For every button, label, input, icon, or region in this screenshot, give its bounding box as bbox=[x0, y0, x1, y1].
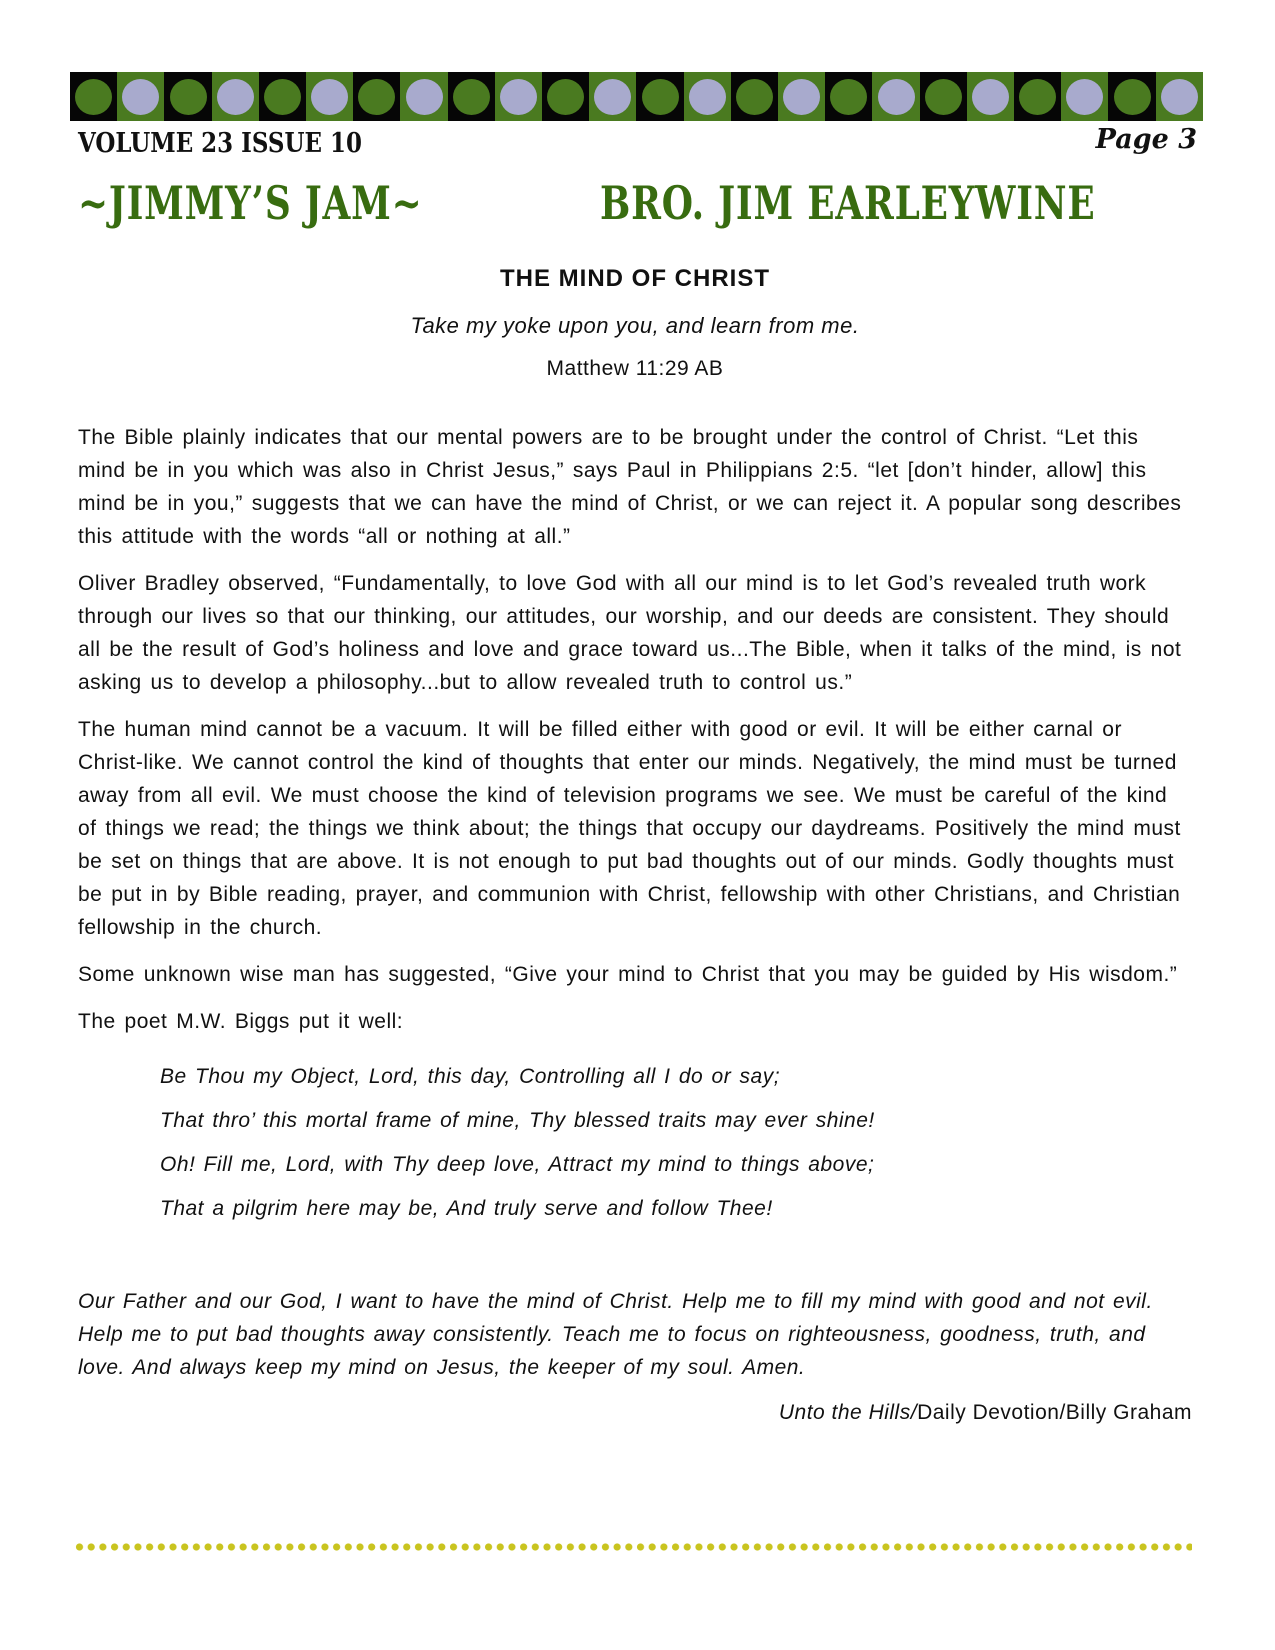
band-black-square bbox=[353, 72, 400, 121]
band-green-square bbox=[212, 72, 259, 121]
green-circle-icon bbox=[925, 79, 962, 115]
bottom-dotted-divider bbox=[75, 1542, 1192, 1552]
poem-line: Be Thou my Object, Lord, this day, Controlling all I do or say; bbox=[160, 1065, 781, 1088]
poem-line: That thro’ this mortal frame of mine, Thy blessed traits may ever shine! bbox=[160, 1109, 875, 1132]
poem-line: Oh! Fill me, Lord, with Thy deep love, Attract my mind to things above; bbox=[160, 1153, 875, 1176]
band-green-square bbox=[589, 72, 636, 121]
lavender-circle-icon bbox=[972, 79, 1009, 115]
band-green-square bbox=[1061, 72, 1108, 121]
green-circle-icon bbox=[547, 79, 584, 115]
band-black-square bbox=[164, 72, 211, 121]
poem-block bbox=[160, 1060, 1192, 1225]
band-black-square bbox=[1014, 72, 1061, 121]
volume-issue-label: VOLUME 23 ISSUE 10 bbox=[78, 128, 362, 159]
band-green-square bbox=[117, 72, 164, 121]
band-green-square bbox=[306, 72, 353, 121]
closing-prayer: Our Father and our God, I want to have the mind of Christ. Help me to fill my mind with good and not evil. Help me to put bad thoughts away consistently. Teach me to focus on righteousness, goodness, truth, and love. And always keep my mind on Jesus, the keeper of my soul. Amen. bbox=[78, 1290, 1153, 1379]
paragraph: The Bible plainly indicates that our mental powers are to be brought under the control of Christ. “Let this mind be in you which was also in Christ Jesus,” says Paul in Philippians 2:5. “let [don’t hinder, allow] this mind be in you,” suggests that we can have the mind of Christ, or we can reject it. A popular song describes this attitude with the words “all or nothing at all.” bbox=[78, 426, 1182, 548]
article-title: THE MIND OF CHRIST bbox=[500, 265, 770, 292]
attribution-detail: Daily Devotion/Billy Graham bbox=[917, 1401, 1192, 1424]
column-title-jimmys-jam: ~JIMMY’S JAM~ bbox=[78, 176, 423, 230]
band-black-square bbox=[542, 72, 589, 121]
scripture-verse: Take my yoke upon you, and learn from me. bbox=[410, 313, 860, 338]
band-black-square bbox=[448, 72, 495, 121]
lavender-circle-icon bbox=[594, 79, 631, 115]
green-circle-icon bbox=[264, 79, 301, 115]
attribution-source: Unto the Hills/ bbox=[778, 1401, 918, 1424]
band-black-square bbox=[731, 72, 778, 121]
band-green-square bbox=[400, 72, 447, 121]
paragraph: Oliver Bradley observed, “Fundamentally, to love God with all our mind is to let God’s revealed truth work through our lives so that our thinking, our attitudes, our worship, and our deeds are consistent. They should all be the result of God’s holiness and love and grace toward us...The Bible, when it talks of the mind, is not asking us to develop a philosophy...but to allow revealed truth to control us.” bbox=[78, 572, 1182, 694]
green-circle-icon bbox=[1114, 79, 1151, 115]
band-green-square bbox=[778, 72, 825, 121]
checker-band bbox=[70, 72, 1203, 121]
paragraph: The poet M.W. Biggs put it well: bbox=[78, 1010, 404, 1033]
band-green-square bbox=[967, 72, 1014, 121]
band-black-square bbox=[825, 72, 872, 121]
green-circle-icon bbox=[453, 79, 490, 115]
lavender-circle-icon bbox=[122, 79, 159, 115]
lavender-circle-icon bbox=[500, 79, 537, 115]
band-black-square bbox=[1108, 72, 1155, 121]
lavender-circle-icon bbox=[311, 79, 348, 115]
green-circle-icon bbox=[170, 79, 207, 115]
green-circle-icon bbox=[830, 79, 867, 115]
lavender-circle-icon bbox=[217, 79, 254, 115]
green-circle-icon bbox=[642, 79, 679, 115]
band-black-square bbox=[636, 72, 683, 121]
attribution bbox=[78, 1396, 1192, 1429]
lavender-circle-icon bbox=[878, 79, 915, 115]
lavender-circle-icon bbox=[689, 79, 726, 115]
lavender-circle-icon bbox=[406, 79, 443, 115]
green-circle-icon bbox=[736, 79, 773, 115]
scripture-reference: Matthew 11:29 AB bbox=[546, 357, 724, 380]
green-circle-icon bbox=[75, 79, 112, 115]
page-number: Page 3 bbox=[1095, 124, 1197, 155]
poem-line: That a pilgrim here may be, And truly serve and follow Thee! bbox=[160, 1197, 773, 1220]
paragraph: The human mind cannot be a vacuum. It will be filled either with good or evil. It will be either carnal or Christ-like. We cannot control the kind of thoughts that enter our minds. Negatively, the mind must be turned away from all evil. We must choose the kind of television programs we see. We must be careful of the kind of things we read; the things we think about; the things that occupy our daydreams. Positively the mind must be set on things that are above. It is not enough to put bad thoughts out of our minds. Godly thoughts must be put in by Bible reading, prayer, and communion with Christ, fellowship with other Christians, and Christian fellowship in the church. bbox=[78, 718, 1181, 939]
paragraph: Some unknown wise man has suggested, “Give your mind to Christ that you may be guided by His wisdom.” bbox=[78, 963, 1178, 986]
band-green-square bbox=[872, 72, 919, 121]
band-black-square bbox=[259, 72, 306, 121]
band-black-square bbox=[920, 72, 967, 121]
band-green-square bbox=[495, 72, 542, 121]
band-green-square bbox=[1156, 72, 1203, 121]
band-black-square bbox=[70, 72, 117, 121]
green-circle-icon bbox=[1019, 79, 1056, 115]
lavender-circle-icon bbox=[783, 79, 820, 115]
band-green-square bbox=[684, 72, 731, 121]
lavender-circle-icon bbox=[1066, 79, 1103, 115]
article bbox=[78, 255, 1192, 1429]
author-title-bro-jim-earleywine: BRO. JIM EARLEYWINE bbox=[600, 176, 1096, 230]
green-circle-icon bbox=[358, 79, 395, 115]
lavender-circle-icon bbox=[1161, 79, 1198, 115]
